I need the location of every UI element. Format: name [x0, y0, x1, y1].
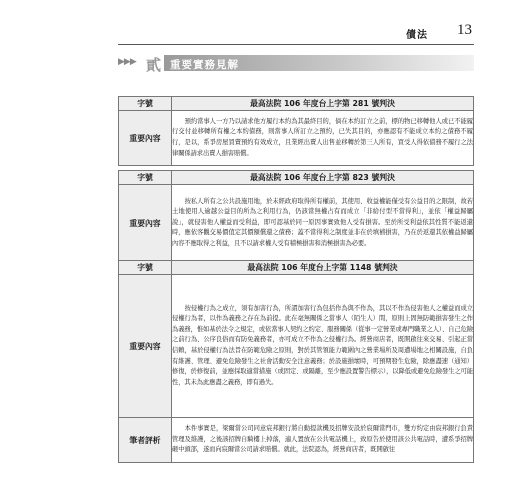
case-content-text: 按侵權行為之成立，須有加害行為，所謂加害行為包括作為與不作為，其以不作為侵害他人之權益而成立侵權行為者，以作為義務之存在為前提。此在毫無關係之當事人（陌生人）間，原則上固無防範損害發生之作為義務，惟如基於法令之規定，或依當事人契約之約定、服務關係（從事一定營業或專門職業之人）、自己危險之前行為、公序良俗而有防免義務者，亦可成立不作為之侵權行為。經營商店者，既開啟往來交易、引起正當信賴，基於侵權行為法旨在防範危險之原則，對於其管領能力範圍內之營業場所及周遭場地之相關設施，自負有維護、管理、避免危險發生之社會活動安全注意義務；於設施損壞時，可預期發生危險，除應盡速（通知）修復，於修復前，並應採取適當措施（或固定、或隔離，至少應設置警告標示），以降低或避免危險發生之可能性，其未為此應盡之義務，即有過失。 [172, 304, 473, 386]
section-title: 重要實務見解 [170, 59, 239, 71]
section-heading [118, 55, 474, 74]
section-number: 貳 [146, 56, 162, 74]
case-content-text: 預約當事人一方乃以請求他方履行本約為其最終目的，倘在本約訂立之前，標的物已移轉他人或已不能履行交付並移轉所有權之本約債務，則當事人所訂立之預約，已失其目的，亦應認有不能成立本約之債務不履行，是以，系爭房屋買賣預約有效成立，且業經出賣人出售並移轉於第三人所有，買受人得依債務不履行之法律關係請求出賣人損害賠償。 [172, 117, 473, 157]
case-table-2 [118, 170, 474, 262]
section-arrows: ▶▶▶ [118, 57, 136, 67]
case-number: 最高法院 106 年度台上字第 281 號判決 [172, 97, 474, 111]
case-content-text: 按私人所有之公共設施用地，於未經政府取得所有權前，其使用、收益權能僅受有公益目的之限制，故若土地使用人逾越公益目的所為之利用行為，仍該當無權占有而成立「非給付型不當得利」，並依「權益歸屬說」，就侵害他人權益而受利益，即可認基於同一原因事實致他人受有損害。至於所受利益依其性質不能返還時，應依客觀交易價值定其價額償還之債務；蓋不當得利之制度並非在於填補損害，乃在於返還其依權益歸屬內容不應取得之利益，且不以請求權人受有積極損害和消極損害為必要。 [172, 197, 473, 247]
case-ref-label: 字號 [119, 261, 172, 275]
case-number: 最高法院 106 年度台上字第 823 號判決 [172, 171, 474, 185]
case-content [172, 111, 474, 166]
author-comment [172, 418, 474, 463]
author-comment-label: 筆者評析 [119, 418, 172, 463]
section-title-bar [164, 55, 474, 71]
case-content [172, 275, 474, 418]
page-number: 13 [457, 22, 472, 38]
case-content [172, 185, 474, 262]
author-comment-text: 本件事實是，梁爾當公司同意宸邦銀行將自動提款機及招牌安設於宸爾當門市，雙方約定由宸邦銀行負責管理及維護，之後該招牌自騎樓上掉落，適人置放在公共電話機上，致原告於使用該公共電話時，遭系爭招牌砸中頭部，遂而向宸爾當公司請求賠償。就此，法院認為，經營商店者，既開啟往 [172, 425, 473, 454]
case-number: 最高法院 106 年度台上字第 1148 號判決 [172, 261, 474, 275]
case-content-label: 重要內容 [119, 185, 172, 262]
case-ref-label: 字號 [119, 97, 172, 111]
case-content-label: 重要內容 [119, 275, 172, 418]
page-header [0, 20, 520, 46]
case-content-label: 重要內容 [119, 111, 172, 166]
header-rule [118, 44, 474, 45]
case-table-3 [118, 260, 474, 463]
case-ref-label: 字號 [119, 171, 172, 185]
chapter-title: 債法 [406, 30, 428, 41]
case-table-1 [118, 96, 474, 166]
